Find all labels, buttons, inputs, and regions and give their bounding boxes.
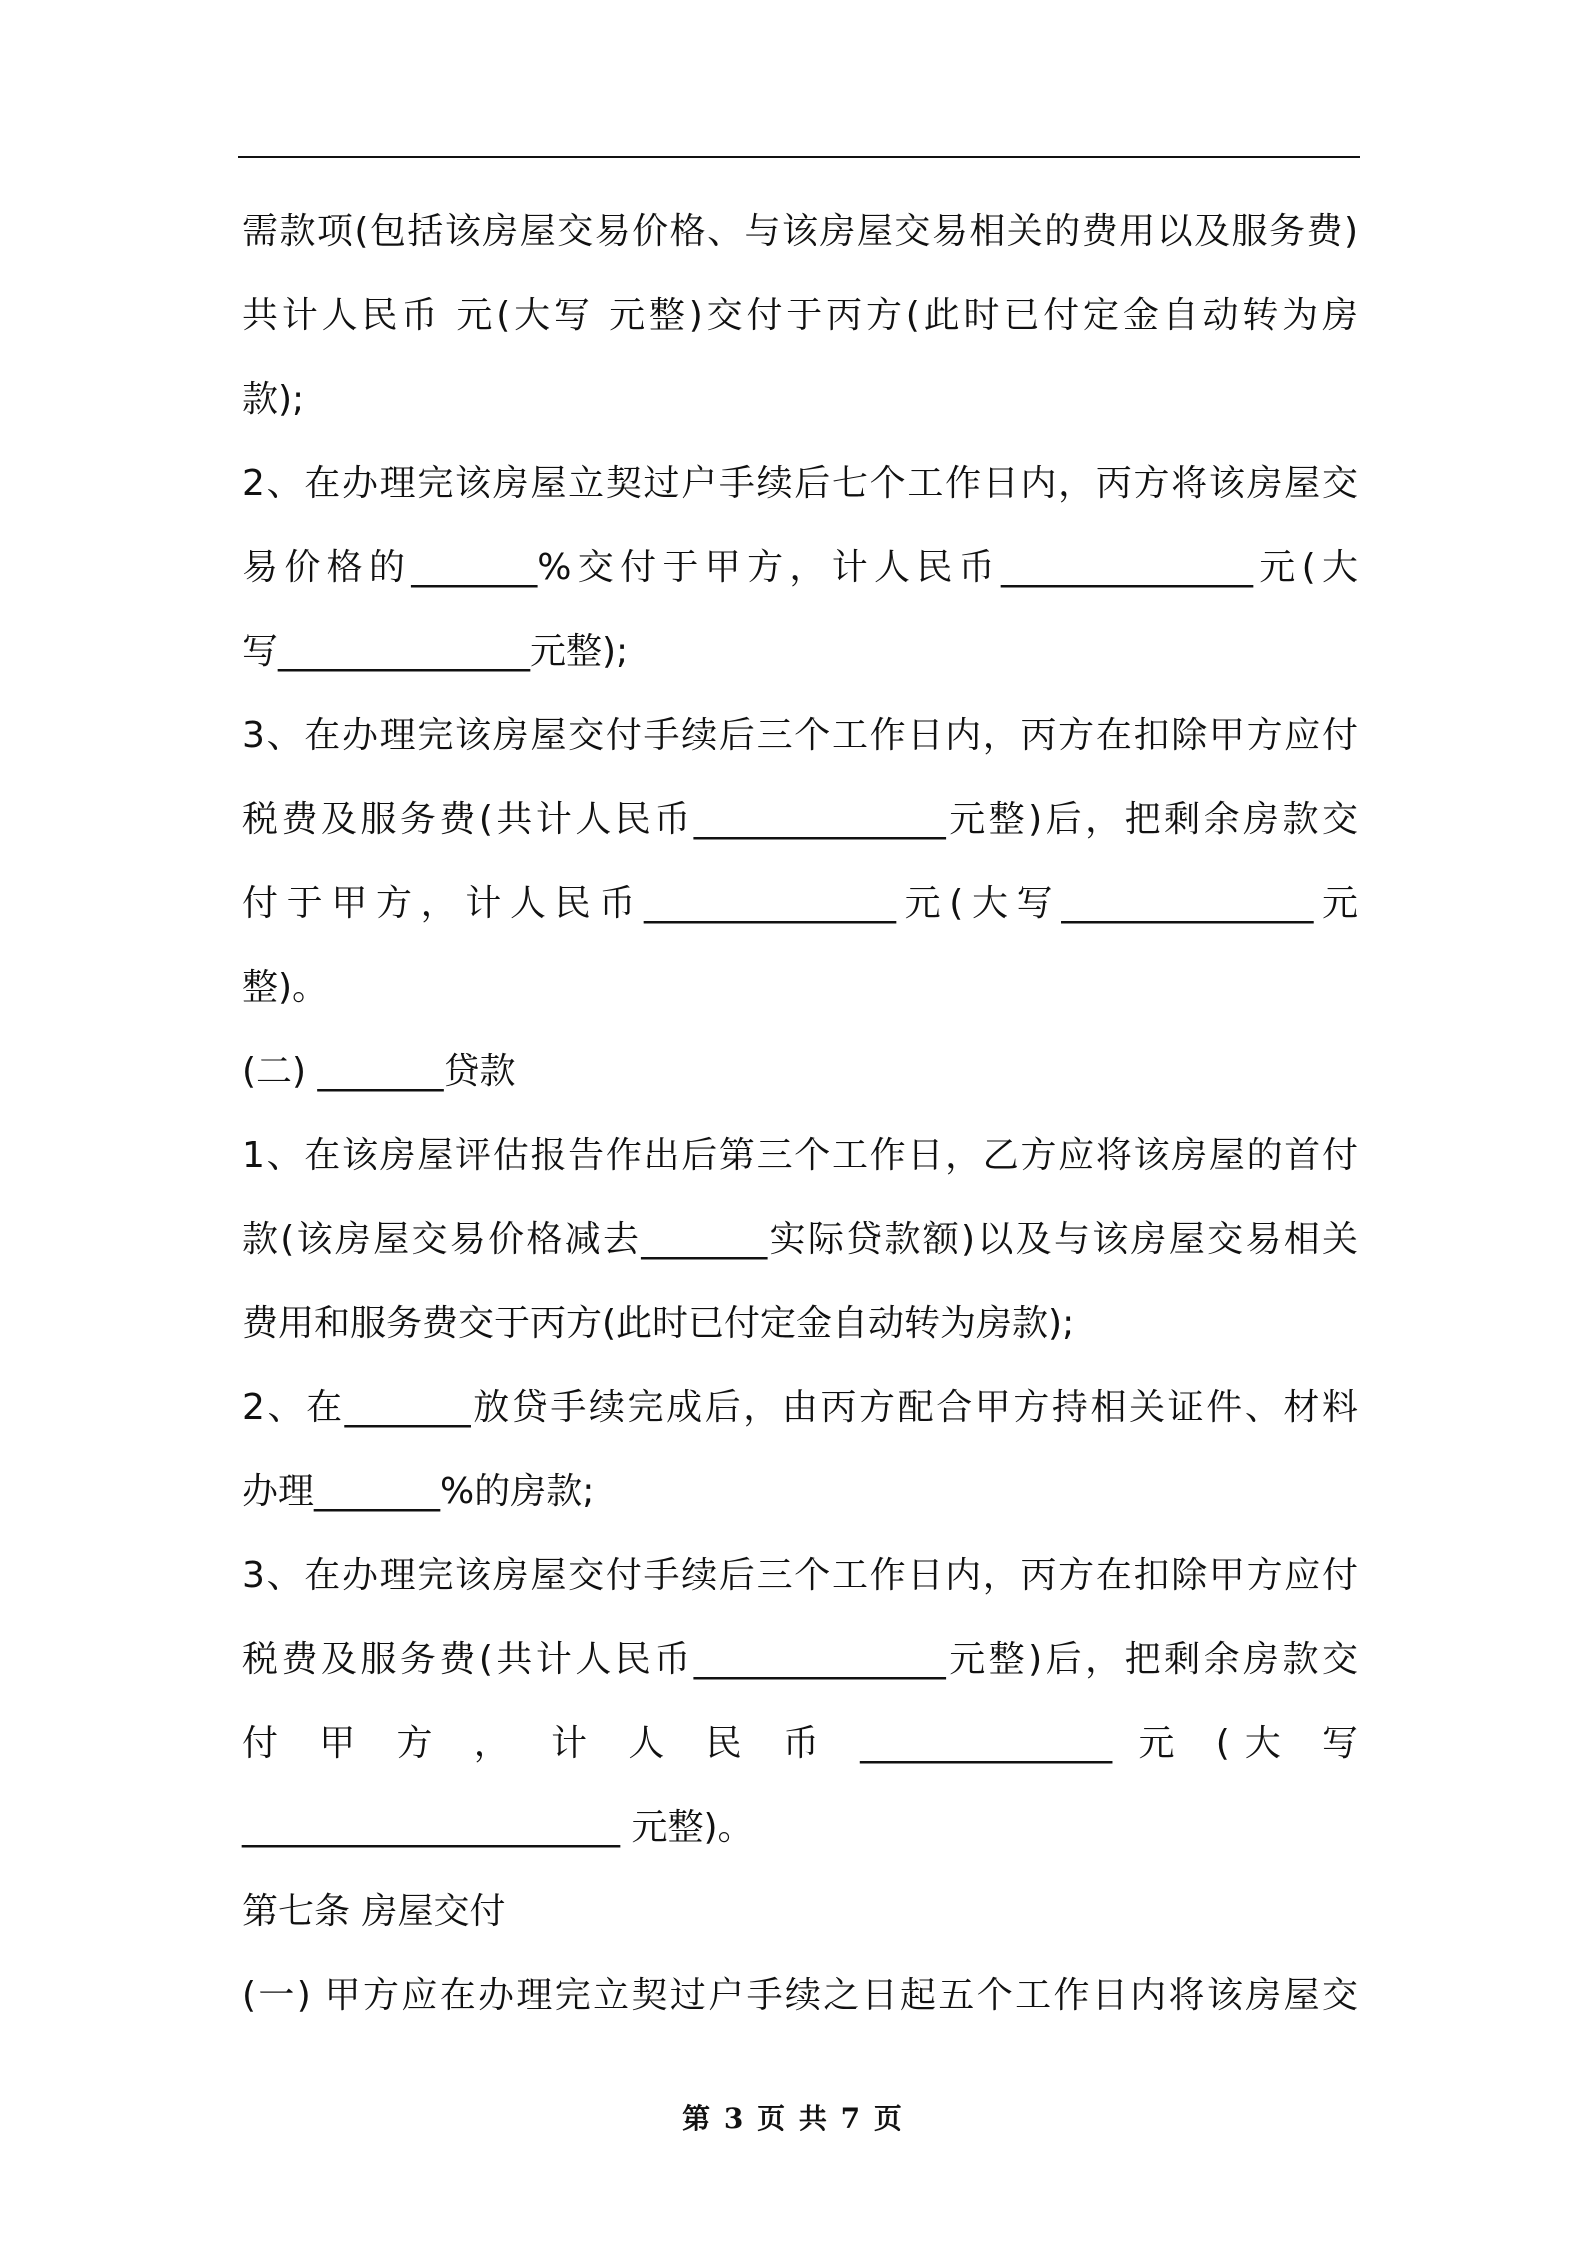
text-line: 税费及服务费(共计人民币______________元整)后，把剩余房款交 [242, 799, 1358, 840]
section-heading: (二) _______贷款 [242, 1051, 516, 1092]
header-rule [238, 156, 1360, 158]
text-line: 需款项(包括该房屋交易价格、与该房屋交易相关的费用以及服务费) [242, 211, 1358, 252]
text-line: _____________________ 元整)。 [242, 1807, 754, 1848]
text-line: 2、在办理完该房屋立契过户手续后七个工作日内，丙方将该房屋交 [242, 463, 1358, 504]
text-line: 易价格的_______%交付于甲方，计人民币______________元(大 [242, 547, 1358, 588]
text-line: 3、在办理完该房屋交付手续后三个工作日内，丙方在扣除甲方应付 [242, 1555, 1358, 1596]
text-line: 付于甲方，计人民币______________元(大写______________元 [242, 883, 1358, 924]
text-line: 2、在_______放贷手续完成后，由丙方配合甲方持相关证件、材料 [242, 1387, 1358, 1428]
text-line: 办理_______%的房款; [242, 1471, 595, 1512]
text-line: 共计人民币 元(大写 元整)交付于丙方(此时已付定金自动转为房 [242, 295, 1358, 336]
text-line: 款); [242, 379, 305, 420]
text-line: 3、在办理完该房屋交付手续后三个工作日内，丙方在扣除甲方应付 [242, 715, 1358, 756]
text-line: 款(该房屋交易价格减去_______实际贷款额)以及与该房屋交易相关 [242, 1219, 1358, 1260]
text-line: 1、在该房屋评估报告作出后第三个工作日，乙方应将该房屋的首付 [242, 1135, 1358, 1176]
text-line: 写______________元整); [242, 631, 629, 672]
text-line: 整)。 [242, 967, 329, 1008]
text-line: 税费及服务费(共计人民币______________元整)后，把剩余房款交 [242, 1639, 1358, 1680]
text-line: 费用和服务费交于丙方(此时已付定金自动转为房款); [242, 1303, 1075, 1344]
page-number-footer: 第 3 页 共 7 页 [682, 2102, 904, 2135]
text-line: (一) 甲方应在办理完立契过户手续之日起五个工作日内将该房屋交 [242, 1975, 1358, 2016]
document-body [242, 190, 1358, 2038]
article-heading: 第七条 房屋交付 [242, 1891, 506, 1932]
text-line: 付 甲 方 ， 计 人 民 币 ______________ 元 (大 写 [242, 1723, 1359, 1764]
